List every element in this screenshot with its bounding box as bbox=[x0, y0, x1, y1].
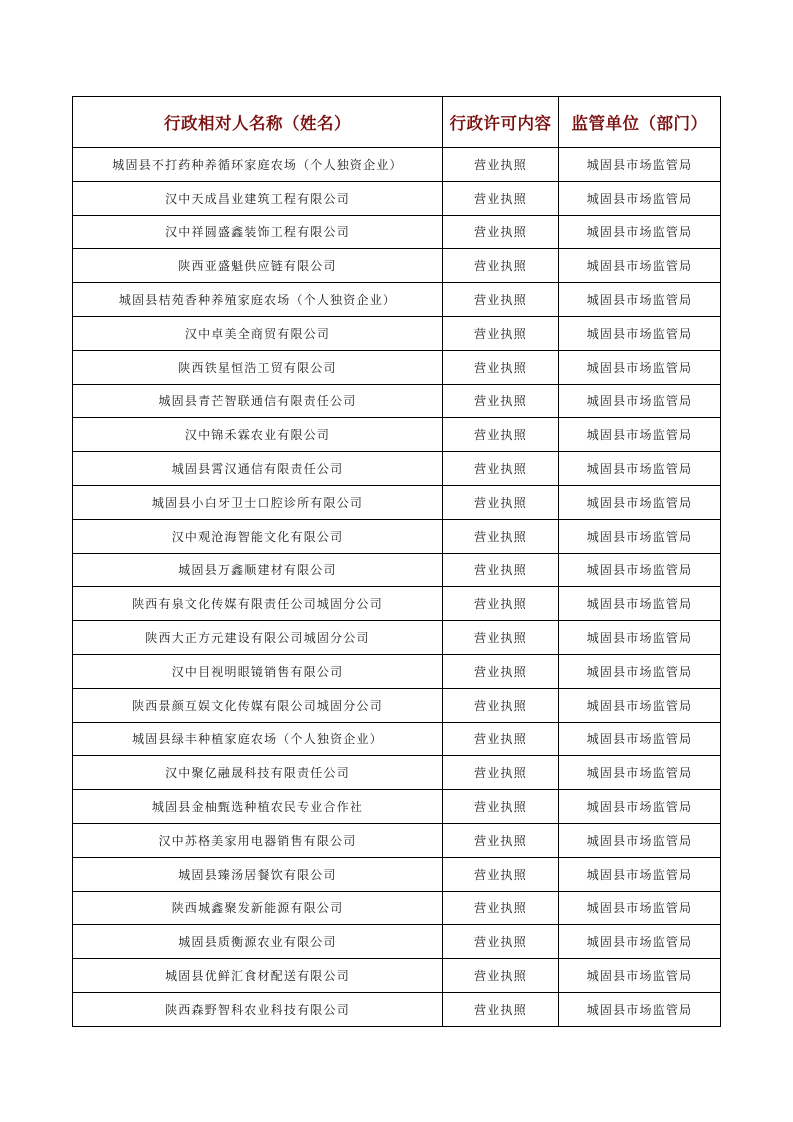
license-content-cell: 营业执照 bbox=[443, 790, 559, 824]
table-row bbox=[73, 452, 721, 486]
supervising-unit-cell: 城固县市场监管局 bbox=[559, 891, 721, 925]
party-name-cell: 汉中祥圆盛鑫装饰工程有限公司 bbox=[73, 215, 443, 249]
supervising-unit-cell: 城固县市场监管局 bbox=[559, 519, 721, 553]
table-row bbox=[73, 891, 721, 925]
license-content-cell: 营业执照 bbox=[443, 181, 559, 215]
license-content-cell: 营业执照 bbox=[443, 519, 559, 553]
table-row bbox=[73, 654, 721, 688]
party-name-cell: 城固县桔苑香种养殖家庭农场（个人独资企业） bbox=[73, 283, 443, 317]
supervising-unit-cell: 城固县市场监管局 bbox=[559, 148, 721, 182]
license-content-cell: 营业执照 bbox=[443, 688, 559, 722]
license-content-cell: 营业执照 bbox=[443, 418, 559, 452]
table-row bbox=[73, 519, 721, 553]
table-row bbox=[73, 857, 721, 891]
table-header bbox=[73, 97, 721, 148]
party-name-cell: 汉中苏格美家用电器销售有限公司 bbox=[73, 823, 443, 857]
party-name-cell: 城固县优鲜汇食材配送有限公司 bbox=[73, 959, 443, 993]
party-name-cell: 汉中锦禾霖农业有限公司 bbox=[73, 418, 443, 452]
party-name-cell: 陕西景颜互娱文化传媒有限公司城固分公司 bbox=[73, 688, 443, 722]
header-license-content: 行政许可内容 bbox=[443, 97, 559, 148]
party-name-cell: 城固县万鑫顺建材有限公司 bbox=[73, 553, 443, 587]
table-row bbox=[73, 215, 721, 249]
license-content-cell: 营业执照 bbox=[443, 992, 559, 1026]
table-row bbox=[73, 384, 721, 418]
table-row bbox=[73, 992, 721, 1026]
party-name-cell: 城固县绿丰种植家庭农场（个人独资企业） bbox=[73, 722, 443, 756]
party-name-cell: 城固县小白牙卫士口腔诊所有限公司 bbox=[73, 485, 443, 519]
party-name-cell: 汉中天成昌业建筑工程有限公司 bbox=[73, 181, 443, 215]
header-supervising-unit: 监管单位（部门） bbox=[559, 97, 721, 148]
supervising-unit-cell: 城固县市场监管局 bbox=[559, 485, 721, 519]
license-content-cell: 营业执照 bbox=[443, 249, 559, 283]
party-name-cell: 陕西大正方元建设有限公司城固分公司 bbox=[73, 621, 443, 655]
party-name-cell: 汉中目视明眼镜销售有限公司 bbox=[73, 654, 443, 688]
supervising-unit-cell: 城固县市场监管局 bbox=[559, 925, 721, 959]
supervising-unit-cell: 城固县市场监管局 bbox=[559, 722, 721, 756]
license-content-cell: 营业执照 bbox=[443, 452, 559, 486]
license-content-cell: 营业执照 bbox=[443, 925, 559, 959]
party-name-cell: 城固县青芒智联通信有限责任公司 bbox=[73, 384, 443, 418]
license-content-cell: 营业执照 bbox=[443, 857, 559, 891]
party-name-cell: 陕西有泉文化传媒有限责任公司城固分公司 bbox=[73, 587, 443, 621]
supervising-unit-cell: 城固县市场监管局 bbox=[559, 587, 721, 621]
party-name-cell: 陕西城鑫聚发新能源有限公司 bbox=[73, 891, 443, 925]
party-name-cell: 城固县不打药种养循环家庭农场（个人独资企业） bbox=[73, 148, 443, 182]
supervising-unit-cell: 城固县市场监管局 bbox=[559, 553, 721, 587]
table-body bbox=[73, 148, 721, 1027]
license-content-cell: 营业执照 bbox=[443, 891, 559, 925]
license-content-cell: 营业执照 bbox=[443, 283, 559, 317]
supervising-unit-cell: 城固县市场监管局 bbox=[559, 823, 721, 857]
license-content-cell: 营业执照 bbox=[443, 316, 559, 350]
license-content-cell: 营业执照 bbox=[443, 654, 559, 688]
license-table-container bbox=[72, 96, 720, 1027]
table-row bbox=[73, 925, 721, 959]
table-row bbox=[73, 249, 721, 283]
party-name-cell: 陕西森野智科农业科技有限公司 bbox=[73, 992, 443, 1026]
party-name-cell: 城固县臻汤居餐饮有限公司 bbox=[73, 857, 443, 891]
table-row bbox=[73, 959, 721, 993]
supervising-unit-cell: 城固县市场监管局 bbox=[559, 283, 721, 317]
supervising-unit-cell: 城固县市场监管局 bbox=[559, 992, 721, 1026]
license-content-cell: 营业执照 bbox=[443, 148, 559, 182]
license-table bbox=[72, 96, 721, 1027]
supervising-unit-cell: 城固县市场监管局 bbox=[559, 654, 721, 688]
header-row bbox=[73, 97, 721, 148]
supervising-unit-cell: 城固县市场监管局 bbox=[559, 452, 721, 486]
supervising-unit-cell: 城固县市场监管局 bbox=[559, 621, 721, 655]
party-name-cell: 陕西铁星恒浩工贸有限公司 bbox=[73, 350, 443, 384]
license-content-cell: 营业执照 bbox=[443, 621, 559, 655]
license-content-cell: 营业执照 bbox=[443, 587, 559, 621]
supervising-unit-cell: 城固县市场监管局 bbox=[559, 249, 721, 283]
supervising-unit-cell: 城固县市场监管局 bbox=[559, 756, 721, 790]
table-row bbox=[73, 587, 721, 621]
table-row bbox=[73, 621, 721, 655]
party-name-cell: 城固县霄汉通信有限责任公司 bbox=[73, 452, 443, 486]
table-row bbox=[73, 688, 721, 722]
party-name-cell: 汉中观沧海智能文化有限公司 bbox=[73, 519, 443, 553]
party-name-cell: 汉中卓美全商贸有限公司 bbox=[73, 316, 443, 350]
table-row bbox=[73, 283, 721, 317]
table-row bbox=[73, 485, 721, 519]
license-content-cell: 营业执照 bbox=[443, 756, 559, 790]
party-name-cell: 陕西亚盛魁供应链有限公司 bbox=[73, 249, 443, 283]
party-name-cell: 城固县金柚甄选种植农民专业合作社 bbox=[73, 790, 443, 824]
supervising-unit-cell: 城固县市场监管局 bbox=[559, 959, 721, 993]
license-content-cell: 营业执照 bbox=[443, 553, 559, 587]
table-row bbox=[73, 316, 721, 350]
supervising-unit-cell: 城固县市场监管局 bbox=[559, 384, 721, 418]
license-content-cell: 营业执照 bbox=[443, 384, 559, 418]
license-content-cell: 营业执照 bbox=[443, 215, 559, 249]
table-row bbox=[73, 756, 721, 790]
table-row bbox=[73, 181, 721, 215]
table-row bbox=[73, 790, 721, 824]
party-name-cell: 城固县质衡源农业有限公司 bbox=[73, 925, 443, 959]
header-party-name: 行政相对人名称（姓名） bbox=[73, 97, 443, 148]
supervising-unit-cell: 城固县市场监管局 bbox=[559, 215, 721, 249]
supervising-unit-cell: 城固县市场监管局 bbox=[559, 316, 721, 350]
table-row bbox=[73, 722, 721, 756]
table-row bbox=[73, 350, 721, 384]
supervising-unit-cell: 城固县市场监管局 bbox=[559, 790, 721, 824]
party-name-cell: 汉中聚亿融晟科技有限责任公司 bbox=[73, 756, 443, 790]
supervising-unit-cell: 城固县市场监管局 bbox=[559, 857, 721, 891]
table-row bbox=[73, 148, 721, 182]
table-row bbox=[73, 418, 721, 452]
license-content-cell: 营业执照 bbox=[443, 823, 559, 857]
table-row bbox=[73, 823, 721, 857]
supervising-unit-cell: 城固县市场监管局 bbox=[559, 350, 721, 384]
license-content-cell: 营业执照 bbox=[443, 350, 559, 384]
license-content-cell: 营业执照 bbox=[443, 485, 559, 519]
license-content-cell: 营业执照 bbox=[443, 722, 559, 756]
supervising-unit-cell: 城固县市场监管局 bbox=[559, 418, 721, 452]
license-content-cell: 营业执照 bbox=[443, 959, 559, 993]
table-row bbox=[73, 553, 721, 587]
supervising-unit-cell: 城固县市场监管局 bbox=[559, 688, 721, 722]
supervising-unit-cell: 城固县市场监管局 bbox=[559, 181, 721, 215]
